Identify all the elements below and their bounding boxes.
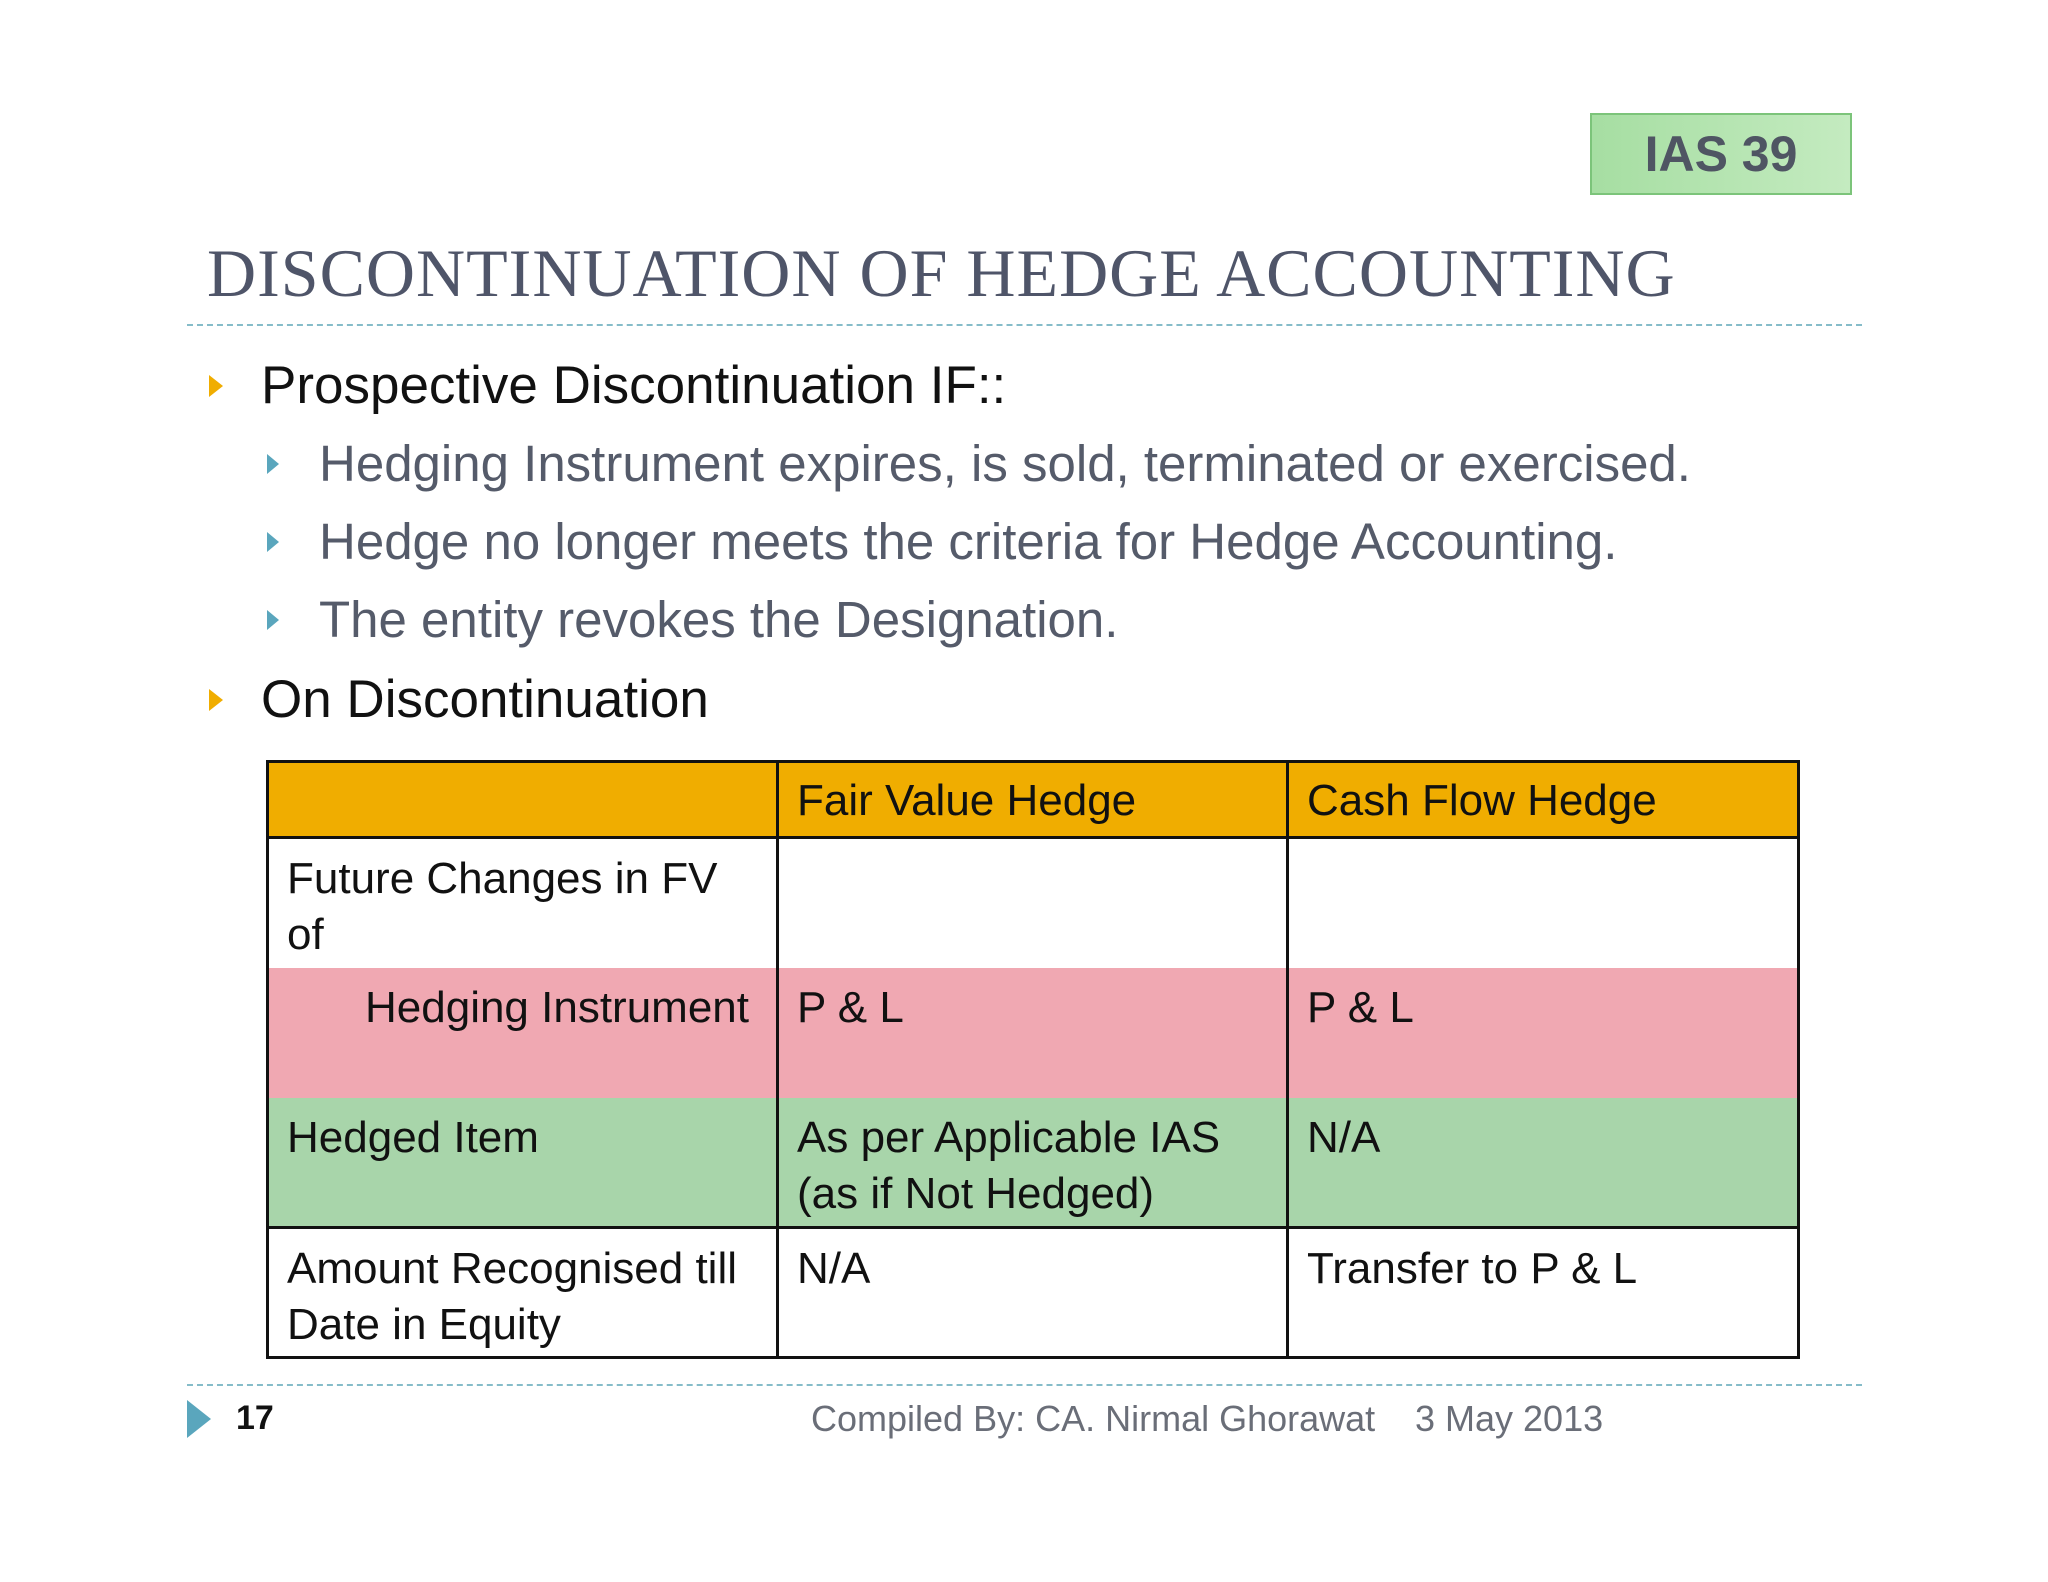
- sub-bullet-1: [267, 434, 1691, 493]
- bullet-on-discontinuation: [209, 669, 709, 730]
- bullet-prospective: [209, 355, 1006, 416]
- slide-date: 3 May 2013: [1415, 1398, 1604, 1439]
- cash-flow-cell: P & L: [1288, 968, 1799, 1098]
- cash-flow-cell: Transfer to P & L: [1288, 1228, 1799, 1358]
- bullet-triangle-icon: [267, 610, 279, 630]
- discontinuation-table: [266, 760, 1800, 1359]
- table-header-cell: [268, 762, 778, 838]
- cash-flow-cell: N/A: [1288, 1098, 1799, 1228]
- bullet-prospective-text: Prospective Discontinuation IF::: [261, 356, 1007, 415]
- sub-bullet-text: The entity revokes the Designation.: [319, 591, 1119, 648]
- table-header-cell: Fair Value Hedge: [778, 762, 1288, 838]
- title-divider: [187, 324, 1862, 326]
- bullet-triangle-icon: [267, 454, 279, 474]
- sub-bullet-text: Hedging Instrument expires, is sold, terminated or exercised.: [319, 435, 1691, 492]
- table-row: [268, 968, 1799, 1098]
- fair-value-cell: [778, 838, 1288, 968]
- fair-value-cell: N/A: [778, 1228, 1288, 1358]
- fair-value-cell: As per Applicable IAS (as if Not Hedged): [778, 1098, 1288, 1228]
- cash-flow-cell: [1288, 838, 1799, 968]
- sub-bullet-3: [267, 590, 1118, 649]
- bullet-triangle-icon: [267, 532, 279, 552]
- footer-triangle-icon: [187, 1400, 211, 1438]
- standard-badge: IAS 39: [1590, 113, 1852, 195]
- bullet-on-discontinuation-text: On Discontinuation: [261, 670, 709, 729]
- bullet-triangle-icon: [209, 689, 223, 711]
- slide-title: DISCONTINUATION OF HEDGE ACCOUNTING: [207, 235, 1676, 311]
- table-header-row: [268, 762, 1799, 838]
- sub-bullet-2: [267, 512, 1617, 571]
- compiled-by: Compiled By: CA. Nirmal Ghorawat: [811, 1398, 1376, 1439]
- row-label: Amount Recognised till Date in Equity: [268, 1228, 778, 1358]
- fair-value-cell: P & L: [778, 968, 1288, 1098]
- footer-divider: [187, 1384, 1862, 1386]
- table-row: [268, 1228, 1799, 1358]
- table-header-cell: Cash Flow Hedge: [1288, 762, 1799, 838]
- page-number: 17: [236, 1399, 274, 1437]
- row-label: Future Changes in FV of: [268, 838, 778, 968]
- table-row: [268, 1098, 1799, 1228]
- row-label: Hedging Instrument: [268, 968, 778, 1098]
- table-row: [268, 838, 1799, 968]
- row-label: Hedged Item: [268, 1098, 778, 1228]
- bullet-triangle-icon: [209, 375, 223, 397]
- sub-bullet-text: Hedge no longer meets the criteria for Hedge Accounting.: [319, 513, 1618, 570]
